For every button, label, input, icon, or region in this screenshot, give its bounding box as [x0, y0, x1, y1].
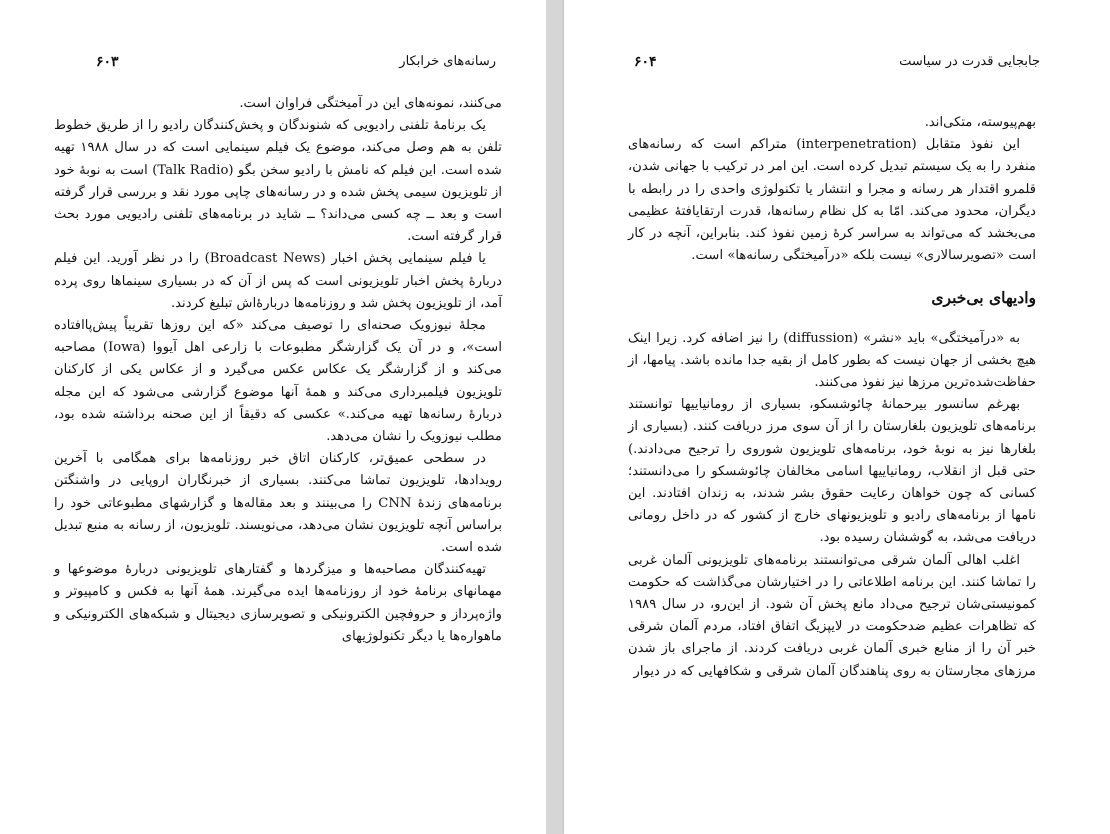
left-paragraph: در سطحی عمیق‌تر، کارکنان اتاق خبر روزنامه‌ها برای همگامی با آخرین رویدادها، تلویزیون تماشا می‌کنند. بسیاری از خبرنگاران اروپایی در واشنگتن برنامه‌های زندهٔ CNN را می‌بینند و بعد مقاله‌ها و گزارشهای مطبوعاتی خود را براساس آنچه تلویزیون نشان می‌دهد، می‌نویسند. تلویزیون، از رسانه به منبع تبدیل شده است.: [54, 451, 502, 556]
left-page-body: [54, 93, 502, 648]
right-running-title: جابجایی قدرت در سیاست: [899, 54, 1040, 69]
left-page: [0, 0, 546, 834]
left-paragraph: مجلهٔ نیوزویک صحنه‌ای را توصیف می‌کند «که این روزها تقریباً پیش‌پاافتاده است»، و در آن یک گزارشگر مطبوعات با زارعی اهل آیووا (Iowa) مصاحبه می‌کند و از گزارشگر یک عکاس عکس می‌گیرد و از عکاس یکی از کارکنان تلویزیون فیلمبرداری می‌کند و همهٔ آنها موضوع گزارشی می‌شود که این مجله دربارهٔ رسانه‌ها تهیه می‌کند.» عکسی که دقیقاً از این صحنه برداشته شده بود، مطلب نیوزویک را نشان می‌دهد.: [54, 318, 502, 445]
right-paragraph: اغلب اهالی آلمان شرقی می‌توانستند برنامه‌های تلویزیونی آلمان غربی را تماشا کنند. این برنامه اطلاعاتی را در اختیارشان می‌گذاشت که حکومت کمونیستی‌شان ترجیح می‌داد مانع پخش آن شود. از این‌رو، در سال ۱۹۸۹ که تظاهرات عظیم ضدحکومت در لایپزیگ اتفاق افتاد، مردم آلمان شرقی خبر آن را از منابع خبری آلمان غربی دریافت کردند. از ماجرای باز شدن مرزهای مجارستان به روی پناهندگان آلمان شرقی و شکافهایی که در دیوار: [628, 552, 1036, 679]
book-gutter: [546, 0, 564, 834]
left-paragraph: یا فیلم سینمایی پخش اخبار (Broadcast News) را در نظر آورید. این فیلم دربارهٔ پخش اخبار تلویزیونی است که پس از آن که در بسیاری سینماها روی پرده آمد، از تلویزیون پخش شد و روزنامه‌ها دربارهٔ‌اش تبلیغ کردند.: [54, 251, 502, 311]
left-paragraph: می‌کنند، نمونه‌های این در آمیختگی فراوان است.: [239, 96, 502, 111]
right-paragraph: بهم‌پیوسته، متکی‌اند.: [924, 115, 1036, 130]
left-paragraph: یک برنامهٔ تلفنی رادیویی که شنوندگان و پخش‌کنندگان رادیو را از طریق خطوط تلفن به هم وصل می‌کند، موضوع یک فیلم سینمایی است که در سال ۱۹۸۸ تهیه شده است. این فیلم که نامش با رادیو سخن بگو (Talk Radio) است به نوبهٔ خود از تلویزیون سیمی پخش شده و در رسانه‌های چاپی مورد نقد و بررسی قرار گرفته است و بعد ــ چه کسی می‌داند؟ ــ شاید در برنامه‌های تلفنی رادیویی مورد بحث قرار گرفته است.: [54, 118, 502, 245]
right-page-body: [628, 112, 1036, 683]
right-paragraph: این نفوذ متقابل (interpenetration) متراکم است که رسانه‌های منفرد را به یک سیستم تبدیل کرده است. این امر در ترکیب با جهانی شدن، قلمرو اقتدار هر رسانه و مجرا و انتشار یا تکنولوژی واحدی را در رابطه با دیگران، محدود می‌کند. امّا به کل نظام رسانه‌ها، قدرت ارتقایافتهٔ عظیمی می‌بخشد که می‌تواند به سراسر کرهٔ زمین نفوذ کند. بنابراین، آنچه در کار است «تصویرسالاری» نیست بلکه «درآمیختگی رسانه‌ها» است.: [628, 137, 1036, 264]
right-page: [564, 0, 1110, 834]
section-heading: وادیهای بی‌خبری: [931, 288, 1036, 308]
right-paragraph: بهرغم سانسور بیرحمانهٔ چائوشسکو، بسیاری از رومانیاییها توانستند برنامه‌های تلویزیون بلغارستان را از آن سوی مرز دریافت کنند. (بسیاری از بلغارها نیز به نوبهٔ خود، برنامه‌های تلویزیون شوروی را ترجیح می‌دادند.) حتی قبل از انقلاب، رومانیاییها اسامی مخالفان چائوشسکو را می‌دانستند؛ کسانی که چون خواهان رعایت حقوق بشر شدند، به زندان افتادند. این نامها از برنامه‌های رادیو و تلویزیونهای خارج از کشور که در داخل رومانی دریافت می‌شد، به گوششان رسیده بود.: [628, 397, 1036, 546]
left-page-header: [96, 54, 496, 76]
left-paragraph: تهیه‌کنندگان مصاحبه‌ها و میزگردها و گفتارهای تلویزیونی دربارهٔ موضوعها و مهمانهای برنامهٔ خود از روزنامه‌ها ایده می‌گیرند. همهٔ آنها به فکس و کامپیوتر و واژه‌پرداز و حروفچین الکترونیکی و تصویرسازی دیجیتال و شبکه‌های الکترونیکی و ماهواره‌ها یا دیگر تکنولوژیهای: [54, 562, 502, 644]
right-page-header: [634, 54, 1040, 76]
left-page-number: ۶۰۳: [96, 54, 119, 70]
left-running-title: رسانه‌های خرابکار: [399, 54, 496, 69]
right-page-number: ۶۰۴: [634, 54, 657, 70]
right-paragraph: به «درآمیختگی» باید «نشر» (diffussion) را نیز اضافه کرد. زیرا اینک هیچ بخشی از جهان نیست که بطور کامل از بقیه جدا مانده باشد. پیامها، از حفاظت‌شده‌ترین مرزها نیز نفوذ می‌کنند.: [628, 330, 1036, 391]
